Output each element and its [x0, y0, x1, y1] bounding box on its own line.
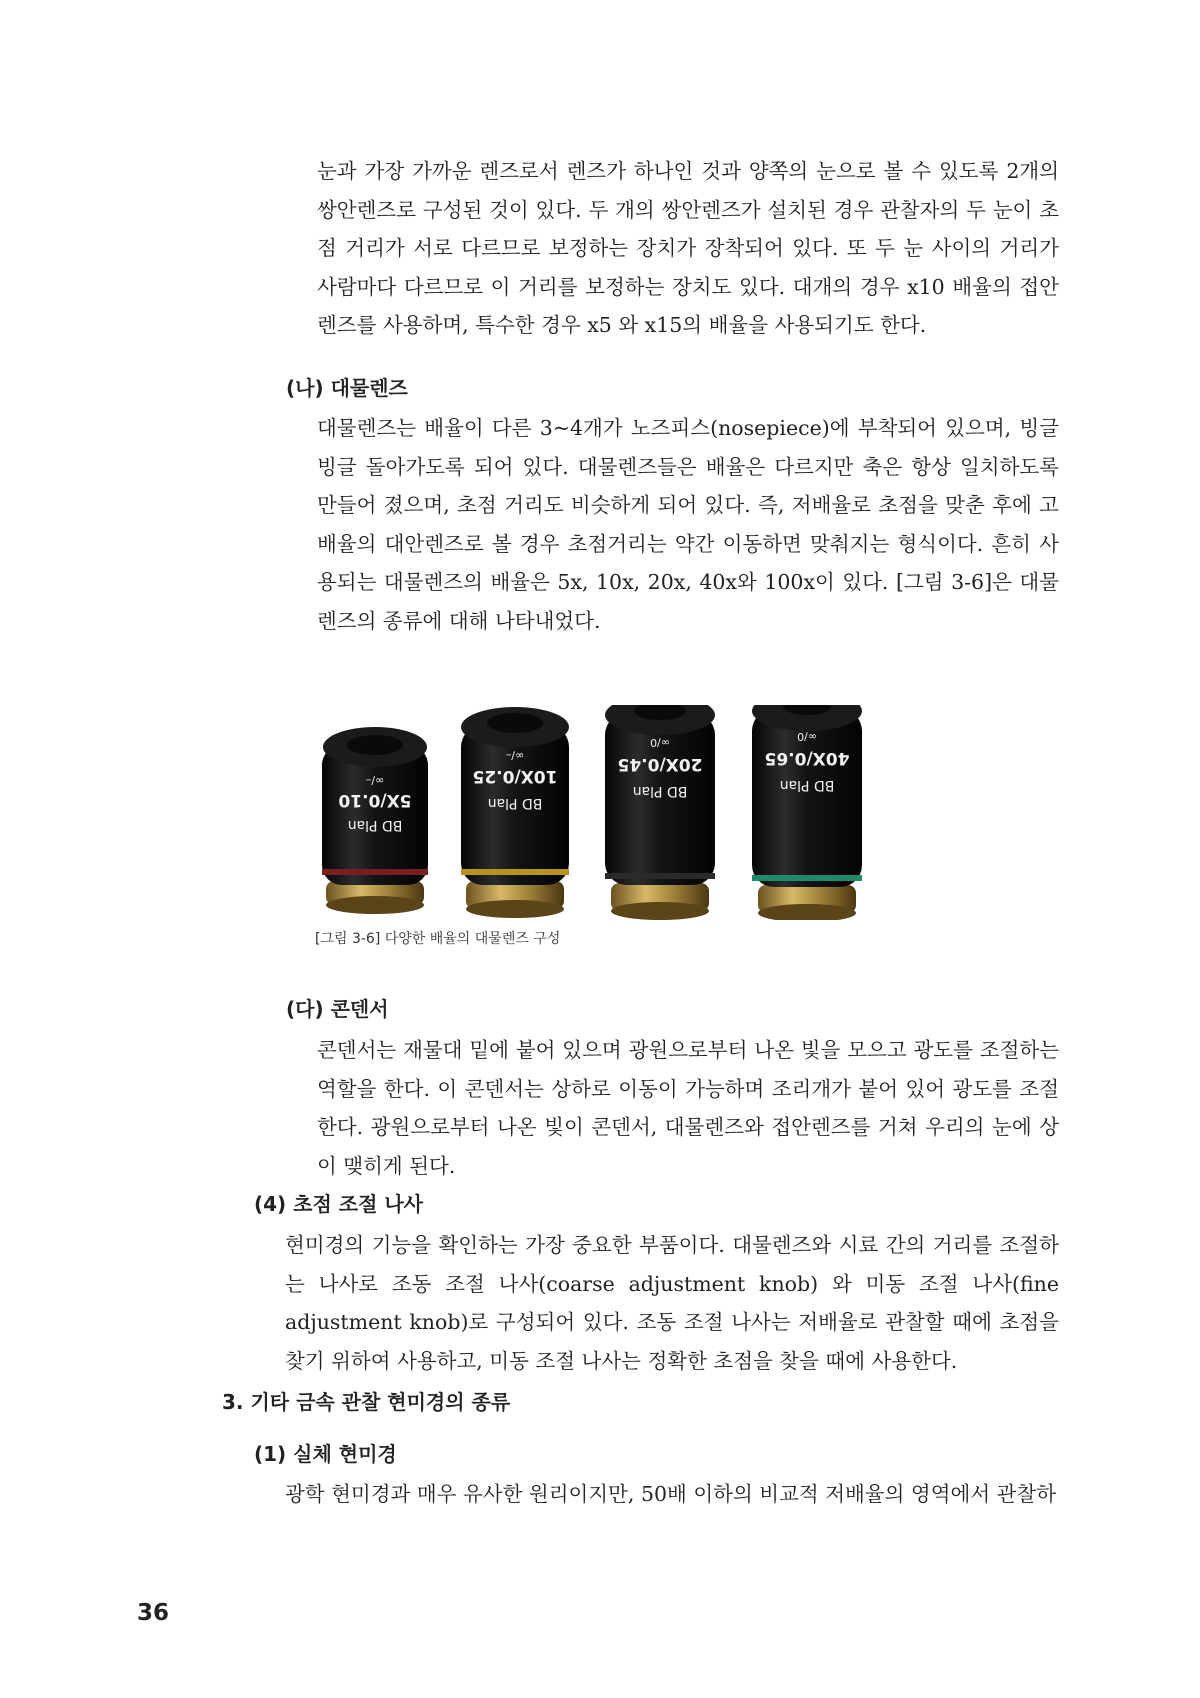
heading-condenser: (다) 콘덴서 — [286, 997, 389, 1021]
lens-brand-10x: BD Plan — [487, 795, 543, 811]
paragraph-stereo-microscope: 광학 현미경과 매우 유사한 원리이지만, 50배 이하의 비교적 저배율의 영역에서 관찰하 — [285, 1482, 1057, 1506]
paragraph-focus-knob: 현미경의 기능을 확인하는 가장 중요한 부품이다. 대물렌즈와 시료 간의 거리를 조절하는 나사로 조동 조절 나사(coarse adjustment knob) 와 미동 조절 나사(fine adjustment knob)로 구성되어 있다. 조동 조절 나사는 저배율로 관찰할 때에 초점을 찾기 위하여 사용하고, 미동 조절 나사는 정확한 초점을 찾을 때에 사용한다. — [285, 1233, 1059, 1373]
lens-band-20x — [605, 873, 715, 879]
lens-mark-40x: ∞/0 — [797, 730, 817, 743]
lens-spec-10x: 10X/0.25 — [472, 766, 558, 786]
objective-lens-photo — [318, 705, 918, 920]
lens-spec-40x: 40X/0.65 — [764, 748, 850, 768]
paragraph-condenser: 콘덴서는 재물대 밑에 붙어 있으며 광원으로부터 나온 빛을 모으고 광도를 조절하는 역할을 한다. 이 콘덴서는 상하로 이동이 가능하며 조리개가 붙어 있어 광도를 조절한다. 광원으로부터 나온 빛이 콘덴서, 대물렌즈와 접안렌즈를 거쳐 우리의 눈에 상이 맺히게 된다. — [317, 1038, 1059, 1178]
lens-5x — [322, 727, 428, 914]
lens-20x — [605, 705, 715, 920]
paragraph-objective-lens: 대물렌즈는 배율이 다른 3~4개가 노즈피스(nosepiece)에 부착되어 있으며, 빙글빙글 돌아가도록 되어 있다. 대물렌즈들은 배율은 다르지만 축은 항상 일치하도록 만들어 졌으며, 초점 거리도 비슷하게 되어 있다. 즉, 저배율로 초점을 맞춘 후에 고배율의 대안렌즈로 볼 경우 초점거리는 약간 이동하면 맞춰지는 형식이다. 흔히 사용되는 대물렌즈의 배율은 5x, 10x, 20x, 40x와 100x이 있다. [그림 3-6]은 대물렌즈의 종류에 대해 나타내었다. — [317, 416, 1059, 633]
objective-lens-figure — [318, 705, 918, 920]
lens-spec-5x: 5X/0.10 — [338, 790, 412, 810]
lens-40x — [752, 705, 862, 920]
heading-stereo-microscope: (1) 실체 현미경 — [254, 1442, 397, 1466]
figure-caption: [그림 3-6] 다양한 배율의 대물렌즈 구성 — [315, 931, 561, 947]
lens-brand-5x: BD Plan — [347, 817, 403, 833]
lens-band-5x — [322, 869, 428, 875]
lens-brand-40x: BD Plan — [779, 777, 835, 793]
lens-mark-5x: ∞/– — [365, 774, 385, 787]
heading-objective-lens: (나) 대물렌즈 — [286, 376, 408, 400]
lens-band-40x — [752, 875, 862, 881]
lens-mark-10x: ∞/– — [505, 749, 525, 762]
heading-focus-knob: (4) 초점 조절 나사 — [254, 1192, 424, 1216]
paragraph-eyepiece: 눈과 가장 가까운 렌즈로서 렌즈가 하나인 것과 양쪽의 눈으로 볼 수 있도록 2개의 쌍안렌즈로 구성된 것이 있다. 두 개의 쌍안렌즈가 설치된 경우 관찰자의 두 눈이 초점 거리가 서로 다르므로 보정하는 장치가 장착되어 있다. 또 두 눈 사이의 거리가 사람마다 다르므로 이 거리를 보정하는 장치도 있다. 대개의 경우 x10 배율의 접안렌즈를 사용하며, 특수한 경우 x5 와 x15의 배율을 사용되기도 한다. — [317, 159, 1059, 337]
lens-brand-20x: BD Plan — [632, 783, 688, 799]
lens-band-10x — [461, 869, 569, 875]
page-number: 36 — [137, 1600, 170, 1626]
lens-mark-20x: ∞/0 — [650, 736, 670, 749]
lens-spec-20x: 20X/0.45 — [617, 754, 703, 774]
heading-section-3: 3. 기타 금속 관찰 현미경의 종류 — [222, 1390, 511, 1414]
lens-10x — [461, 707, 569, 918]
